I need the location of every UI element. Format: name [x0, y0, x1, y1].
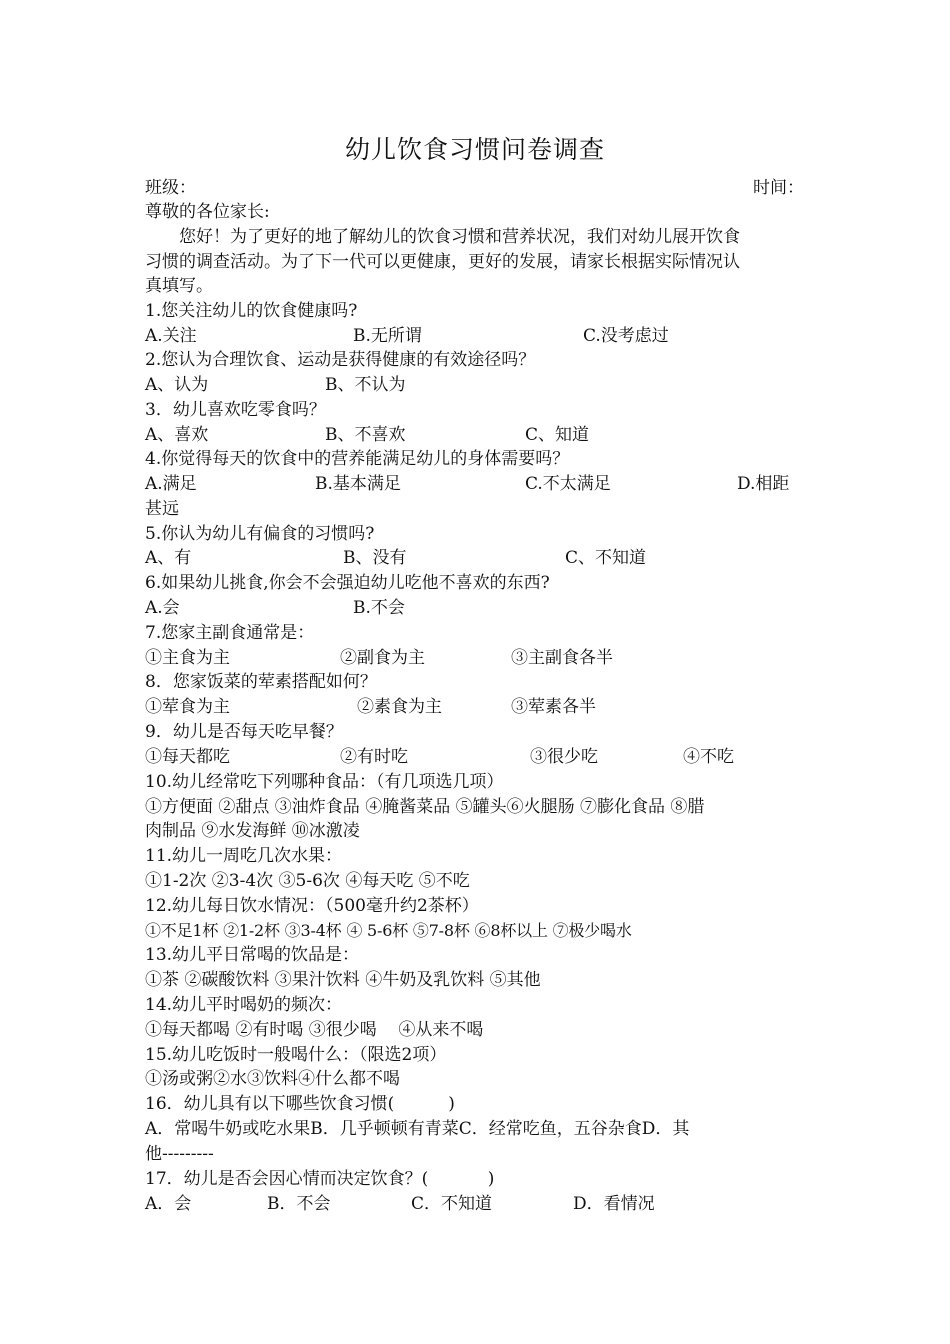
option: ①荤食为主: [145, 697, 230, 717]
option: B、不认为: [325, 375, 406, 395]
option: C.没考虑过: [583, 326, 669, 346]
option: A、有: [145, 548, 192, 568]
question-text: 16．幼儿具有以下哪些饮食习惯( ): [145, 1094, 455, 1114]
option: B.不会: [353, 598, 405, 618]
option: A.关注: [145, 326, 197, 346]
option: ①主食为主: [145, 648, 230, 668]
question-text: 9．幼儿是否每天吃早餐？: [145, 722, 343, 742]
option: B、不喜欢: [325, 425, 406, 445]
options-line: ①不足1杯 ②1-2杯 ③3-4杯 ④ 5-6杯 ⑤7-8杯 ⑥8杯以上 ⑦极少喝水: [145, 921, 632, 940]
option: D.相距: [737, 474, 790, 494]
intro-line: 习惯的调查活动。为了下一代可以更健康，更好的发展，请家长根据实际情况认: [145, 252, 740, 272]
option: A.满足: [145, 474, 197, 494]
options-line: ①每天都喝 ②有时喝 ③很少喝 ④从来不喝: [145, 1020, 484, 1040]
option: C、知道: [525, 425, 590, 445]
option: B．不会: [267, 1194, 331, 1214]
question-text: 15.幼儿吃饭时一般喝什么：（限选2项）: [145, 1045, 447, 1065]
question-text: 17．幼儿是否会因心情而决定饮食？( ): [145, 1169, 495, 1189]
question-text: 8．您家饭菜的荤素搭配如何？: [145, 672, 377, 692]
options-line: A．常喝牛奶或吃水果B．几乎顿顿有青菜C．经常吃鱼，五谷杂食D．其: [145, 1119, 690, 1139]
question-text: 2.您认为合理饮食、运动是获得健康的有效途径吗？: [145, 350, 536, 370]
option-continuation: 他---------: [145, 1144, 214, 1164]
option: B.无所谓: [353, 326, 422, 346]
question-text: 1.您关注幼儿的饮食健康吗?: [145, 301, 358, 321]
option: ②素食为主: [357, 697, 442, 717]
option: A、喜欢: [145, 425, 209, 445]
option: ②有时吃: [340, 747, 408, 767]
question-text: 11.幼儿一周吃几次水果：: [145, 846, 343, 866]
question-text: 10.幼儿经常吃下列哪种食品：（有几项选几项）: [145, 772, 504, 792]
option: ③很少吃: [530, 747, 598, 767]
options-line: ①茶 ②碳酸饮料 ③果汁饮料 ④牛奶及乳饮料 ⑤其他: [145, 970, 541, 990]
question-text: 7.您家主副食通常是：: [145, 623, 315, 643]
option: C、不知道: [565, 548, 647, 568]
page-title: 幼儿饮食习惯问卷调查: [344, 135, 605, 164]
option: B、没有: [343, 548, 407, 568]
option: ④不吃: [683, 747, 734, 767]
option: ①每天都吃: [145, 747, 230, 767]
intro-line: 真填写。: [145, 276, 213, 296]
option: ③主副食各半: [511, 648, 613, 668]
option: A、认为: [145, 375, 209, 395]
options-line: ①方便面 ②甜点 ③油炸食品 ④腌酱菜品 ⑤罐头⑥火腿肠 ⑦膨化食品 ⑧腊: [145, 797, 705, 817]
salutation: 尊敬的各位家长:: [145, 202, 270, 222]
option: C．不知道: [411, 1194, 493, 1214]
question-text: 3．幼儿喜欢吃零食吗？: [145, 400, 326, 420]
options-line: ①1-2次 ②3-4次 ③5-6次 ④每天吃 ⑤不吃: [145, 871, 470, 891]
option-continuation: 甚远: [145, 499, 179, 519]
class-label: 班级：: [145, 178, 196, 198]
question-text: 13.幼儿平日常喝的饮品是：: [145, 945, 360, 965]
option: D．看情况: [573, 1194, 655, 1214]
time-label: 时间：: [753, 178, 804, 198]
option: ②副食为主: [340, 648, 425, 668]
options-line: ①汤或粥②水③饮料④什么都不喝: [145, 1069, 400, 1089]
question-text: 14.幼儿平时喝奶的频次：: [145, 995, 343, 1015]
option: A．会: [145, 1194, 192, 1214]
option: ③荤素各半: [511, 697, 596, 717]
option-continuation: 肉制品 ⑨水发海鲜 ⑩冰激凌: [145, 821, 360, 841]
question-text: 5.你认为幼儿有偏食的习惯吗?: [145, 524, 375, 544]
question-text: 12.幼儿每日饮水情况：（500毫升约2茶杯）: [145, 896, 479, 916]
question-text: 4.你觉得每天的饮食中的营养能满足幼儿的身体需要吗？: [145, 449, 570, 469]
option: A.会: [145, 598, 180, 618]
intro-line: 您好！为了更好的地了解幼儿的饮食习惯和营养状况，我们对幼儿展开饮食: [179, 227, 740, 247]
question-text: 6.如果幼儿挑食,你会不会强迫幼儿吃他不喜欢的东西?: [145, 573, 550, 593]
option: B.基本满足: [315, 474, 401, 494]
option: C.不太满足: [525, 474, 611, 494]
